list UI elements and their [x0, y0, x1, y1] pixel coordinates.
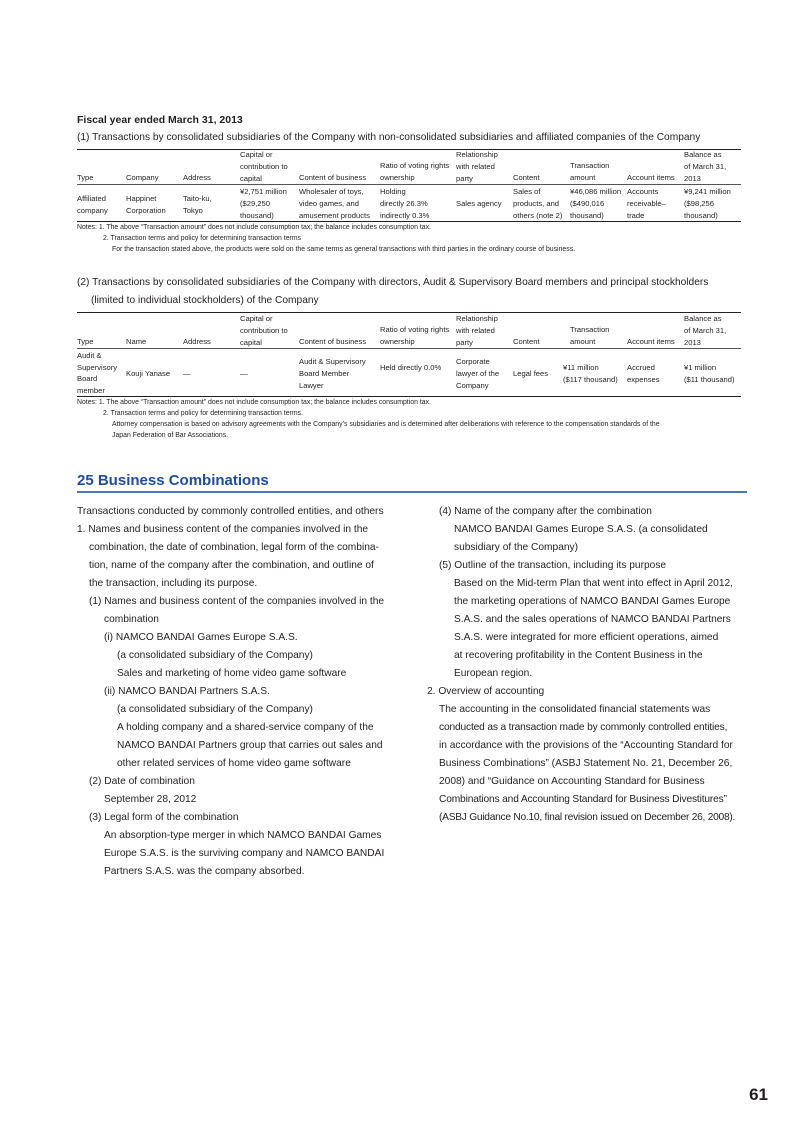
body-line: (3) Legal form of the combination	[89, 812, 239, 823]
header-company: Company	[126, 173, 159, 182]
body-line: NAMCO BANDAI Partners group that carries out sales and	[117, 740, 383, 751]
body-line: Transactions conducted by commonly controlled entities, and others	[77, 506, 384, 517]
body-line: combination, the date of combination, legal form of the combina-	[89, 542, 379, 553]
header-content: Content	[513, 173, 540, 182]
header-voting: Ratio of voting rights ownership	[380, 161, 450, 182]
body-line: 1. Names and business content of the companies involved in the	[77, 524, 369, 535]
row-company: Happinet Corporation	[126, 194, 166, 215]
body-line: the transaction, including its purpose.	[89, 578, 258, 589]
table2-title-line2: (limited to individual stockholders) of the Company	[91, 295, 319, 306]
header-address: Address	[183, 337, 211, 346]
row-address: —	[183, 369, 191, 378]
body-line: The accounting in the consolidated financial statements was	[439, 704, 711, 715]
body-line: other related services of home video game software	[117, 758, 351, 769]
body-line: in accordance with the provisions of the “Accounting Standard for	[439, 740, 733, 751]
section-heading: 25 Business Combinations	[77, 472, 269, 489]
body-line: An absorption-type merger in which NAMCO BANDAI Games	[104, 830, 382, 841]
row-type: Audit & Supervisory Board member	[77, 351, 118, 395]
body-line: (5) Outline of the transaction, including its purpose	[439, 560, 667, 571]
body-line: European region.	[454, 668, 533, 679]
row-capital: —	[240, 369, 248, 378]
header-account: Account items	[627, 337, 675, 346]
body-line: Business Combinations” (ASBJ Statement No. 21, December 26,	[439, 758, 733, 769]
table2-bottom-rule	[77, 396, 741, 397]
table1-title: (1) Transactions by consolidated subsidiaries of the Company with non-consolidated subsidiaries and affiliated companies of the Company	[77, 132, 701, 143]
row-name: Kouji Yanase	[126, 369, 171, 378]
header-voting: Ratio of voting rights ownership	[380, 325, 450, 346]
table1-bottom-rule	[77, 221, 741, 222]
header-content-business: Content of business	[299, 337, 367, 346]
body-line: Europe S.A.S. is the surviving company and NAMCO BANDAI	[104, 848, 385, 859]
row-content-business: Wholesaler of toys, video games, and amusement products	[299, 187, 370, 220]
header-amount: Transaction amount	[570, 325, 610, 346]
body-line: Combinations and Accounting Standard for Business Divestitures”	[439, 794, 727, 805]
table2-note-3: Attorney compensation is based on advisory agreements with the Company’s subsidiaries and is determined after deliberations with reference to the compensation standards of the	[112, 421, 660, 428]
table1-top-rule	[77, 149, 741, 150]
body-line: subsidiary of the Company)	[454, 542, 579, 553]
header-relationship: Relationship with related party	[456, 314, 498, 347]
header-type: Type	[77, 337, 94, 346]
row-relationship: Corporate lawyer of the Company	[456, 357, 500, 390]
body-line: Sales and marketing of home video game software	[117, 668, 347, 679]
body-line: (ii) NAMCO BANDAI Partners S.A.S.	[104, 686, 270, 697]
table2-note-2: 2. Transaction terms and policy for determining transaction terms.	[103, 410, 303, 417]
body-line: the marketing operations of NAMCO BANDAI Games Europe	[454, 596, 731, 607]
header-balance: Balance as of March 31, 2013	[684, 150, 727, 183]
body-line: S.A.S. were integrated for more efficient operations, aimed	[454, 632, 719, 643]
body-line: (1) Names and business content of the companies involved in the	[89, 596, 385, 607]
header-type: Type	[77, 173, 94, 182]
table2-title-line1: (2) Transactions by consolidated subsidiaries of the Company with directors, Audit & Supervisory Board members and principal stockholders	[77, 277, 709, 288]
table1-note-3: For the transaction stated above, the products were sold on the same terms as general transactions with third parties in the ordinary course of business.	[112, 246, 576, 253]
header-content-business: Content of business	[299, 173, 367, 182]
header-content: Content	[513, 337, 540, 346]
body-line: (i) NAMCO BANDAI Games Europe S.A.S.	[104, 632, 298, 643]
row-amount: ¥11 million ($117 thousand)	[563, 363, 618, 384]
body-line: tion, name of the company after the combination, and outline of	[89, 560, 374, 571]
header-account: Account items	[627, 173, 675, 182]
body-line: (2) Date of combination	[89, 776, 195, 787]
row-voting: Held directly 0.0%	[380, 363, 442, 372]
header-capital: Capital or contribution to capital	[240, 314, 288, 347]
body-line: Partners S.A.S. was the company absorbed.	[104, 866, 305, 877]
body-line: combination	[104, 614, 159, 625]
header-capital: Capital or contribution to capital	[240, 150, 288, 183]
fiscal-year-heading: Fiscal year ended March 31, 2013	[77, 114, 243, 126]
table1-note-2: 2. Transaction terms and policy for determining transaction terms	[103, 235, 302, 242]
header-balance: Balance as of March 31, 2013	[684, 314, 727, 347]
body-line: Based on the Mid-term Plan that went into effect in April 2012,	[454, 578, 733, 589]
body-line: (a consolidated subsidiary of the Company)	[117, 704, 313, 715]
row-account: Accounts receivable– trade	[627, 187, 666, 220]
header-relationship: Relationship with related party	[456, 150, 498, 183]
row-amount: ¥46,086 million ($490,016 thousand)	[570, 187, 622, 220]
body-line: (ASBJ Guidance No.10, final revision issued on December 26, 2008).	[439, 812, 736, 823]
table2-note-1: Notes: 1. The above “Transaction amount” does not include consumption tax; the balance includes consumption tax.	[77, 399, 431, 406]
row-content: Legal fees	[513, 369, 549, 378]
row-voting: Holding directly 26.3% indirectly 0.3%	[380, 187, 430, 220]
section-heading-rule	[77, 491, 747, 493]
row-content: Sales of products, and others (note 2)	[513, 187, 563, 220]
page-number: 61	[749, 1085, 768, 1104]
row-relationship: Sales agency	[456, 199, 502, 208]
body-line: A holding company and a shared-service company of the	[117, 722, 374, 733]
table2-top-rule	[77, 312, 741, 313]
row-address: Taito-ku, Tokyo	[183, 194, 212, 215]
table2-note-4: Japan Federation of Bar Associations.	[112, 432, 229, 439]
row-content-business: Audit & Supervisory Board Member Lawyer	[299, 357, 366, 390]
row-account: Accrued expenses	[627, 363, 660, 384]
table1-note-1: Notes: 1. The above “Transaction amount” does not include consumption tax; the balance includes consumption tax.	[77, 224, 431, 231]
table2-header-rule	[77, 348, 741, 349]
body-line: 2. Overview of accounting	[427, 686, 545, 697]
row-type: Affiliated company	[77, 194, 108, 215]
body-line: (4) Name of the company after the combination	[439, 506, 652, 517]
body-line: September 28, 2012	[104, 794, 197, 805]
header-name: Name	[126, 337, 147, 346]
row-balance: ¥1 million ($11 thousand)	[684, 363, 735, 384]
body-line: NAMCO BANDAI Games Europe S.A.S. (a consolidated	[454, 524, 708, 535]
body-line: S.A.S. and the sales operations of NAMCO BANDAI Partners	[454, 614, 731, 625]
body-line: (a consolidated subsidiary of the Company)	[117, 650, 313, 661]
row-balance: ¥9,241 million ($98,256 thousand)	[684, 187, 731, 220]
body-line: conducted as a transaction made by commonly controlled entities,	[439, 722, 728, 733]
header-amount: Transaction amount	[570, 161, 610, 182]
body-line: 2008) and “Guidance on Accounting Standard for Business	[439, 776, 705, 787]
body-line: at recovering profitability in the Content Business in the	[454, 650, 703, 661]
row-capital: ¥2,751 million ($29,250 thousand)	[240, 187, 287, 220]
table1-header-rule	[77, 184, 741, 185]
header-address: Address	[183, 173, 211, 182]
